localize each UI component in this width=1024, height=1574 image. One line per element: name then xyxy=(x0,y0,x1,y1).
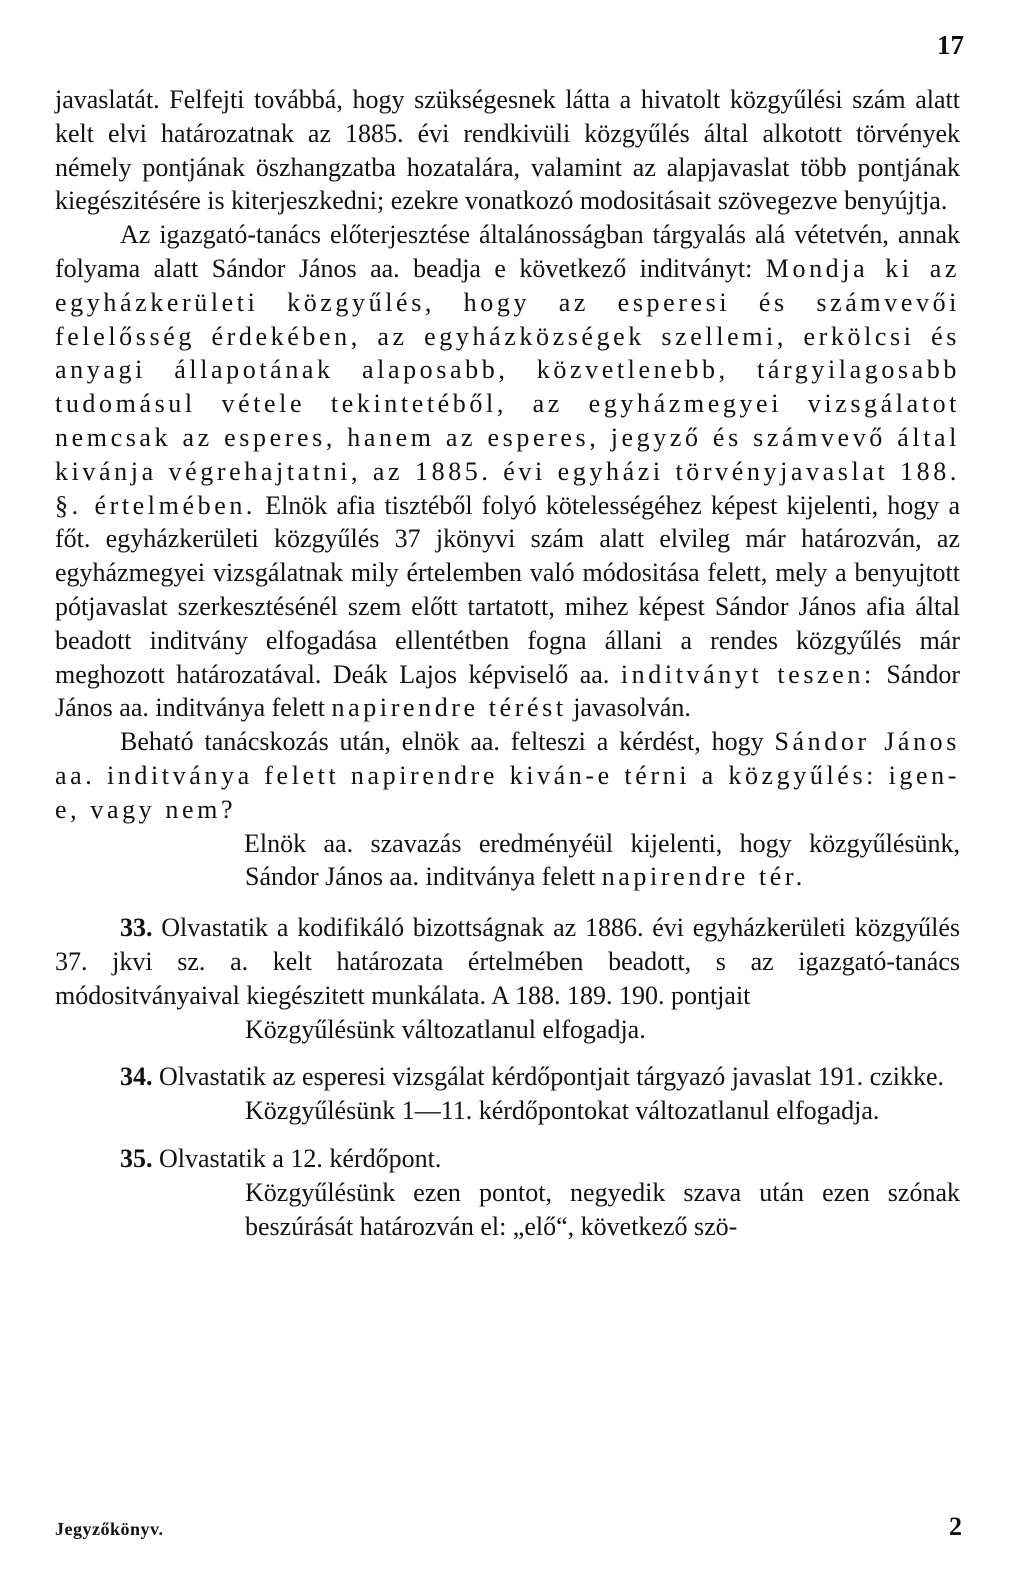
signature-mark: Jegyzőkönyv. xyxy=(55,1519,164,1539)
paragraph-4 xyxy=(55,827,960,895)
section-34-number: 34. xyxy=(120,1062,153,1092)
paragraph-3-intro: Beható tanácskozás után, elnök aa. felteszi a kérdést, hogy xyxy=(120,727,775,757)
section-35 xyxy=(55,1142,960,1176)
section-33-number: 33. xyxy=(120,913,153,943)
vote-question: Sándor János aa. inditványa felett napirendre kiván-e térni a közgyűlés: igen-e, vagy nem? xyxy=(55,727,960,824)
section-35-text: Olvastatik a 12. kérdőpont. xyxy=(152,1143,442,1173)
motion-text: Mondja ki az egyházkerületi közgyűlés, hogy az esperesi és számvevői felelősség érdekében, az egyházközségek szellemi, erkölcsi és anyagi állapotának alaposabb, közvetlenebb, tárgyilagosabb tudomásul vétele tekintetéből, az egyházmegyei vizsgálatot nemcsak az esperes, hanem az esperes, jegyző és számvevő által kivánja végrehajtatni, az 1885. évi egyházi törvényjavaslat 188. §. értelmében. xyxy=(55,253,961,520)
page-footer xyxy=(55,1512,962,1542)
paragraph-2-end: javasolván. xyxy=(566,693,691,723)
vote-result: napirendre tér. xyxy=(601,862,806,892)
section-34-resolution: Közgyűlésünk 1—11. kérdőpontokat változatlanul elfogadja. xyxy=(245,1096,880,1126)
section-35-number: 35. xyxy=(120,1143,153,1173)
page-number: 17 xyxy=(937,30,964,60)
sheet-number: 2 xyxy=(949,1512,962,1541)
section-33-resolution: Közgyűlésünk változatlanul elfogadja. xyxy=(245,1014,646,1044)
section-33 xyxy=(55,911,960,1012)
motion-label: inditványt teszen: xyxy=(620,659,875,689)
section-35-resolution: Közgyűlésünk ezen pontot, negyedik szava után ezen szónak beszúrását határozván el: „elő“, következő szö- xyxy=(245,1177,960,1241)
paragraph-3 xyxy=(55,725,960,826)
document-body xyxy=(55,83,960,1243)
agenda-phrase: napirendre térést xyxy=(331,693,567,723)
paragraph-4-intro: Elnök aa. szavazás eredményéül kijelenti, hogy közgyűlésünk, Sándor János aa. inditványa felett xyxy=(244,828,960,892)
paragraph-2-intro: Az igazgató-tanács előterjesztése általánosságban tárgyalás alá vétetvén, annak folyama alatt Sándor János aa. beadja e következő inditványt: xyxy=(55,220,960,283)
paragraph-2-chair: Elnök afia tisztéből folyó kötelességéhez képest kijelenti, hogy a főt. egyházkerületi közgyűlés 37 jkönyvi szám alatt elvileg már határozván, az egyházmegyei vizsgálatnak mily értelemben való módositása felett, mely a benyujtott pótjavaslat szerkesztésénél szem előtt tartatott, mihez képest Sándor János afia által beadott inditvány elfogadása ellentétben fogna állani a rendes közgyűlés már meghozott határozatával. Deák Lajos képviselő aa. xyxy=(55,490,960,689)
section-33-text: Olvastatik a kodifikáló bizottságnak az 1886. évi egyházkerületi közgyűlés 37. jkvi sz. a. kelt határozata értelmében beadott, s az igazgató-tanács módositványaival kiegészitett munkálata. A 188. 189. 190. pontjait xyxy=(55,913,960,1010)
paragraph-2 xyxy=(55,218,960,725)
paragraph-2-tail: Sándor János aa. inditványa felett xyxy=(55,659,960,723)
section-34-text: Olvastatik az esperesi vizsgálat kérdőpontjait tárgyazó javaslat 191. czikke. xyxy=(152,1062,945,1092)
section-34 xyxy=(55,1060,960,1094)
paragraph-1: javaslatát. Felfejti továbbá, hogy szükségesnek látta a hivatolt közgyűlési szám alatt kelt elvi határozatnak az 1885. évi rendkivüli közgyűlés által alkotott törvények némely pontjának öszhangzatba hozatalára, valamint az alapjavaslat több pontjának kiegészitésére is kiterjeszkedni; ezekre vonatkozó modositásait szövegezve benyújtja. xyxy=(55,85,960,216)
